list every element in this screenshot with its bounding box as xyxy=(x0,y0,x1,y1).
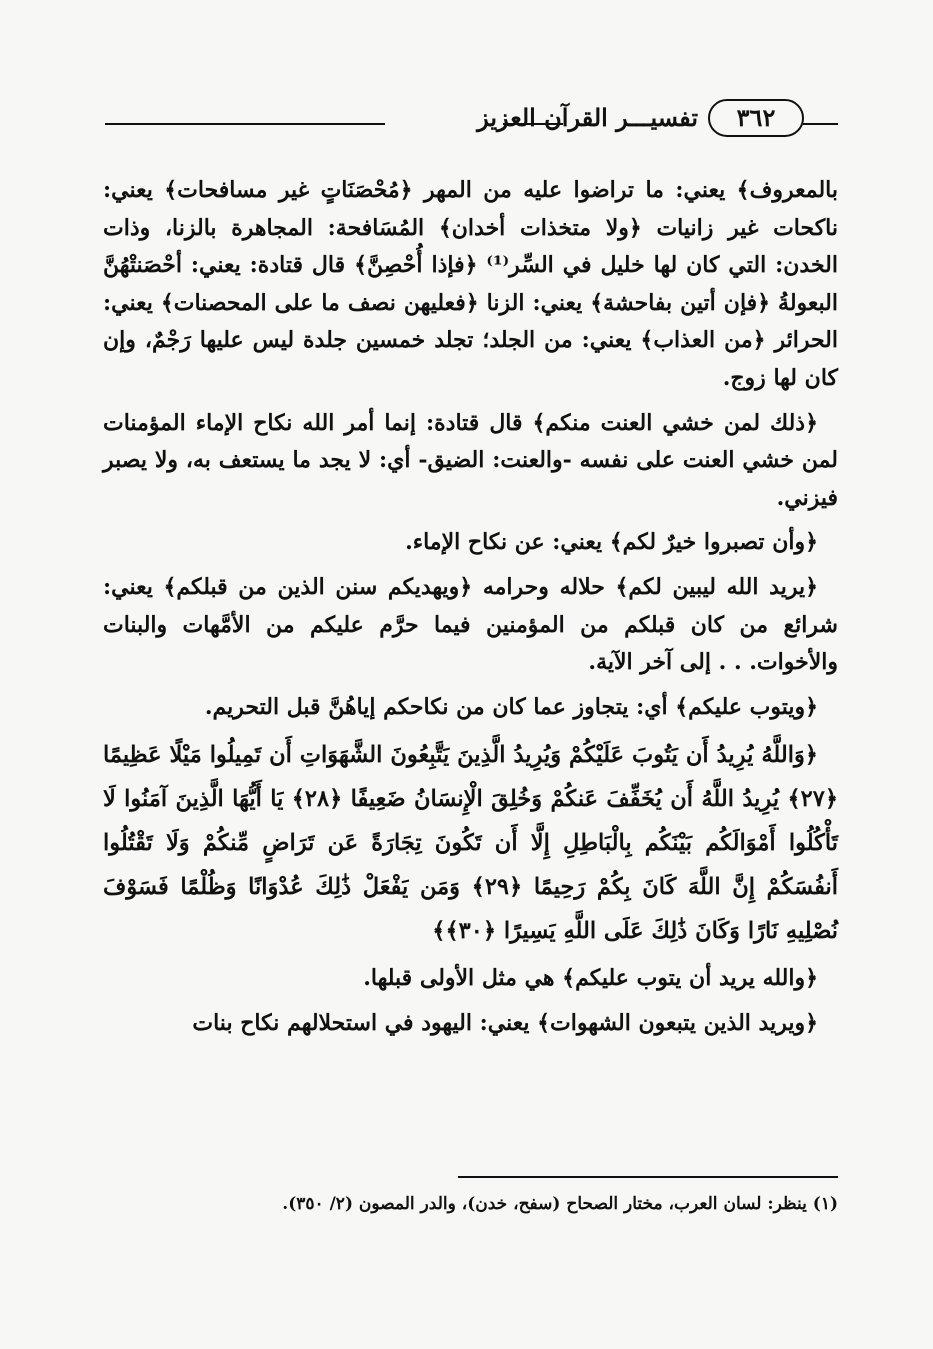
main-text xyxy=(103,172,838,1050)
header-rule-left xyxy=(105,123,385,125)
paragraph: ﴿ذلك لمن خشي العنت منكم﴾ قال قتادة: إنما أمر الله نكاح الإماء المؤمنات لمن خشي العنت على نفسه -والعنت: الضيق- أي: لا يجد ما يستعف به، ولا يصبر فيزني. xyxy=(103,409,838,511)
page-number: ٣٦٢ xyxy=(708,99,804,137)
paragraph: بالمعروف﴾ يعني: ما تراضوا عليه من المهر ﴿مُحْصَنَاتٍ غير مسافحات﴾ يعني: ناكحات غير زانيات ﴿ولا متخذات أخدان﴾ المُسَافحة: المجاهرة بالزنا، وذات الخدن: التي كان لها خليل في السِّر⁽¹⁾ ﴿فإذا أُحْصِنَّ﴾ قال قتادة: يعني: أحْصَنتْهُنَّ البعولةُ ﴿فإن أتين بفاحشة﴾ يعني: الزنا ﴿فعليهن نصف ما على المحصنات﴾ يعني: الحرائر ﴿من العذاب﴾ يعني: من الجلد؛ تجلد خمسين جلدة ليس عليها رَجْمٌ، وإن كان لها زوج. xyxy=(103,177,838,391)
running-title: تفسيـــر القرآن العزيز xyxy=(477,103,698,132)
paragraph: ﴿يريد الله ليبين لكم﴾ حلاله وحرامه ﴿ويهديكم سنن الذين من قبلكم﴾ يعني: شرائع من كان قبلكم من المؤمنين فيما حرَّم عليكم من الأمَّهات والبنات والأخوات. . . إلى آخر الآية. xyxy=(103,573,838,676)
header-rule-right xyxy=(803,123,838,125)
paragraph: ﴿ويريد الذين يتبعون الشهوات﴾ يعني: اليهود في استحلالهم نكاح بنات xyxy=(192,1009,818,1036)
paragraph: ﴿وأن تصبروا خيرٌ لكم﴾ يعني: عن نكاح الإماء. xyxy=(405,529,818,556)
header-rule-middle xyxy=(503,123,563,125)
quran-verse-block: ﴿وَاللَّهُ يُرِيدُ أَن يَتُوبَ عَلَيْكُمْ وَيُرِيدُ الَّذِينَ يَتَّبِعُونَ الشَّهَوَاتِ أَن تَمِيلُوا مَيْلًا عَظِيمًا ﴿٢٧﴾ يُرِيدُ اللَّهُ أَن يُخَفِّفَ عَنكُمْ وَخُلِقَ الْإِنسَانُ ضَعِيفًا ﴿٢٨﴾ يَا أَيُّهَا الَّذِينَ آمَنُوا لَا تَأْكُلُوا أَمْوَالَكُم بَيْنَكُم بِالْبَاطِلِ إِلَّا أَن تَكُونَ تِجَارَةً عَن تَرَاضٍ مِّنكُمْ وَلَا تَقْتُلُوا أَنفُسَكُمْ إِنَّ اللَّهَ كَانَ بِكُمْ رَحِيمًا ﴿٢٩﴾ وَمَن يَفْعَلْ ذَٰلِكَ عُدْوَانًا وَظُلْمًا فَسَوْفَ نُصْلِيهِ نَارًا وَكَانَ ذَٰلِكَ عَلَى اللَّهِ يَسِيرًا ﴿٣٠﴾﴾ xyxy=(103,742,839,945)
footnote-separator xyxy=(458,1176,838,1178)
paragraph: ﴿ويتوب عليكم﴾ أي: يتجاوز عما كان من نكاحكم إياهُنَّ قبل التحريم. xyxy=(204,693,818,720)
paragraph: ﴿والله يريد أن يتوب عليكم﴾ هي مثل الأولى قبلها. xyxy=(363,965,818,992)
page-header xyxy=(105,95,838,141)
footnote: (١) ينظر: لسان العرب، مختار الصحاح (سفح، خدن)، والدر المصون (٢/ ٣٥٠). xyxy=(282,1194,838,1214)
